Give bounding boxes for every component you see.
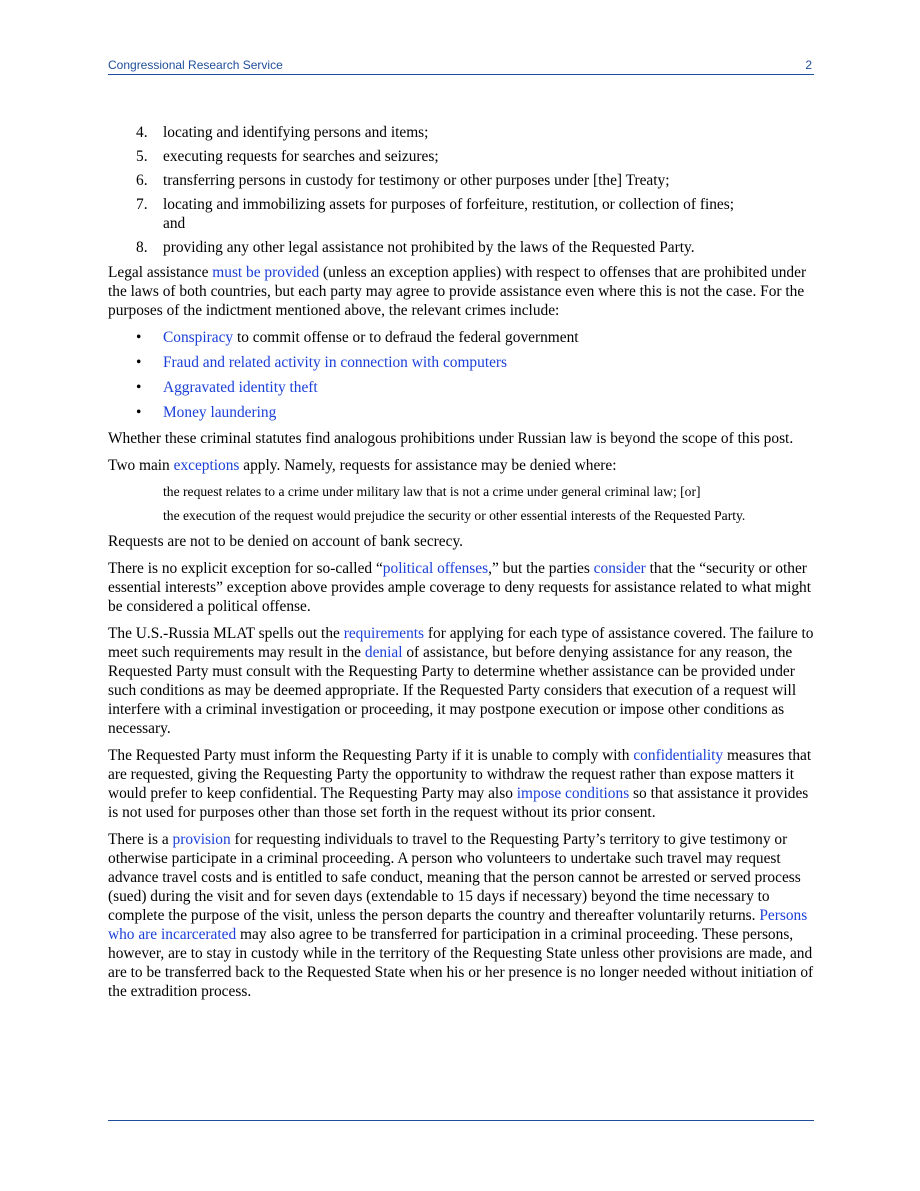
link-exceptions[interactable]: exceptions <box>173 457 240 474</box>
block-quote <box>108 483 814 524</box>
link-must-be-provided[interactable]: must be provided <box>212 264 320 281</box>
page-header <box>108 58 814 75</box>
link-provision[interactable]: provision <box>172 831 231 848</box>
bullet-icon: • <box>136 354 142 371</box>
link-persons-incarcerated[interactable]: Persons who are incarcerated <box>108 907 808 943</box>
paragraph-bank-secrecy: Requests are not to be denied on account of bank secrecy. <box>108 533 463 550</box>
link-conspiracy[interactable]: Conspiracy <box>163 329 234 346</box>
list-item: 4. locating and identifying persons and items; <box>136 124 429 141</box>
link-requirements[interactable]: requirements <box>343 625 425 642</box>
paragraph-exceptions: Two main exceptions apply. Namely, requests for assistance may be denied where: <box>108 457 617 474</box>
link-impose-conditions[interactable]: impose conditions <box>516 785 630 802</box>
link-political-offenses[interactable]: political offenses <box>382 560 489 577</box>
list-item: 5. executing requests for searches and seizures; <box>136 148 439 165</box>
link-denial[interactable]: denial <box>364 644 403 661</box>
crimes-bullet-list <box>108 328 814 422</box>
link-computer-fraud[interactable]: Fraud and related activity in connection with computers <box>163 354 508 371</box>
paragraph-political-offenses: There is no explicit exception for so-called “political offenses,” but the parties consider that the “security or other essential interests” exception above provides ample coverage to deny requests for assistance related to what might be considered a political offense. <box>108 560 812 615</box>
header-org-name: Congressional Research Service <box>108 58 283 72</box>
list-item: 8. providing any other legal assistance not prohibited by the laws of the Requested Party. <box>136 239 695 256</box>
document-body <box>108 123 814 1009</box>
link-money-laundering[interactable]: Money laundering <box>163 404 277 421</box>
list-item: 7. locating and immobilizing assets for purposes of forfeiture, restitution, or collection of fines; and <box>136 196 735 232</box>
paragraph-travel-provision: There is a provision for requesting individuals to travel to the Requesting Party’s territory to give testimony or otherwise participate in a criminal proceeding. A person who volunteers to undertake such travel may request advance travel costs and is entitled to safe conduct, meaning that the person cannot be arrested or served process (sued) during the visit and for seven days (extendable to 15 days if necessary) beyond the time necessary to complete the purpose of the visit, unless the person departs the country and thereafter voluntarily returns. Persons who are incarcerated may also agree to be transferred for participation in a criminal proceeding. These persons, however, are to stay in custody while in the territory of the Requesting State unless other provisions are made, and are to be transferred back to the Requested State when his or her presence is no longer needed without initiation of the extradition process. <box>108 831 814 1000</box>
bullet-icon: • <box>136 379 142 396</box>
bullet-icon: • <box>136 404 142 421</box>
list-item <box>108 403 814 422</box>
paragraph-requirements: The U.S.-Russia MLAT spells out the requirements for applying for each type of assistance covered. The failure to meet such requirements may result in the denial of assistance, but before denying assistance for any reason, the Requested Party must consult with the Requesting Party to determine whether assistance can be provided under such conditions as may be deemed appropriate. If the Requested Party considers that execution of a request will interfere with a criminal investigation or proceeding, it may postpone execution or impose other conditions as necessary. <box>108 625 814 737</box>
quote-item: the execution of the request would prejudice the security or other essential interests of the Requested Party. <box>163 508 746 523</box>
footer-rule <box>108 1120 814 1121</box>
list-item <box>108 353 814 372</box>
paragraph-russian-law: Whether these criminal statutes find analogous prohibitions under Russian law is beyond the scope of this post. <box>108 430 794 447</box>
quote-item: the request relates to a crime under military law that is not a crime under general criminal law; [or] <box>163 484 701 499</box>
link-confidentiality[interactable]: confidentiality <box>633 747 724 764</box>
list-item <box>108 378 814 397</box>
link-identity-theft[interactable]: Aggravated identity theft <box>163 379 318 396</box>
list-item: 6. transferring persons in custody for testimony or other purposes under [the] Treaty; <box>136 172 670 189</box>
bullet-icon: • <box>136 329 142 346</box>
link-consider[interactable]: consider <box>593 560 646 577</box>
list-item: • Conspiracy to commit offense or to defraud the federal government <box>136 329 579 346</box>
paragraph-legal-assistance: Legal assistance must be provided (unless an exception applies) with respect to offenses that are prohibited under the laws of both countries, but each party may agree to provide assistance even where this is not the case. For the purposes of the indictment mentioned above, the relevant crimes include: <box>108 264 807 319</box>
paragraph-confidentiality: The Requested Party must inform the Requesting Party if it is unable to comply with confidentiality measures that are requested, giving the Requesting Party the opportunity to withdraw the request rather than expose matters it would prefer to keep confidential. The Requesting Party may also impose conditions so that assistance it provides is not used for purposes other than those set forth in the request without its prior consent. <box>108 747 812 821</box>
numbered-list <box>108 123 814 257</box>
page-number: 2 <box>805 58 812 72</box>
